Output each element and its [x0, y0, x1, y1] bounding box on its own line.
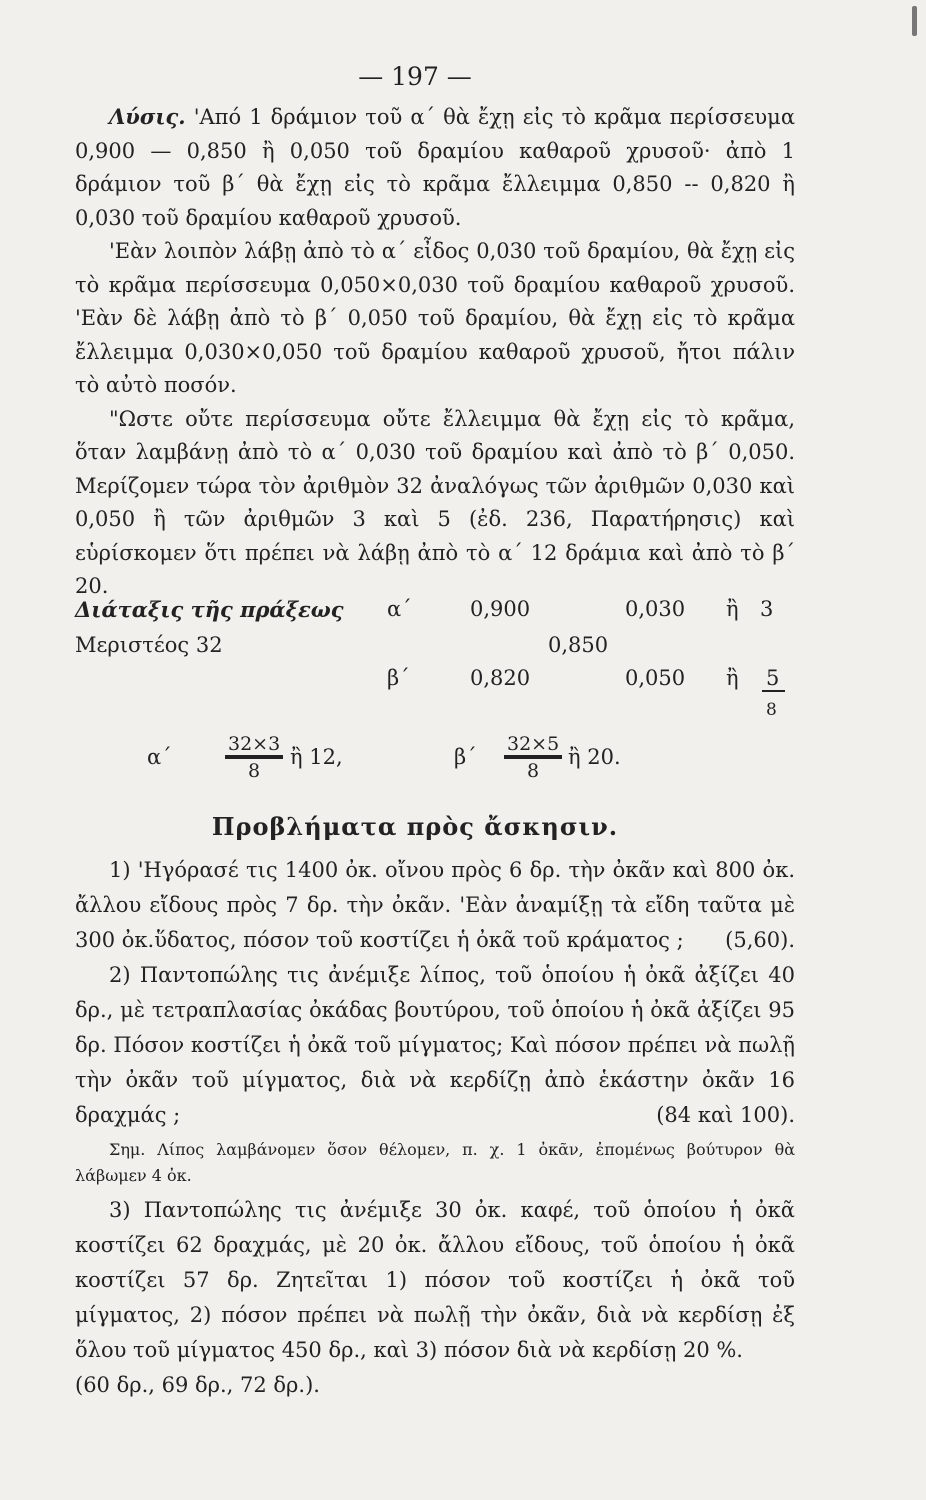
result-2-label: β΄	[454, 745, 477, 769]
problem-2-answer: (84 καὶ 100).	[656, 1103, 795, 1127]
problem-1-answer: (5,60).	[725, 928, 795, 952]
row1-col-a: α΄	[387, 597, 412, 621]
solution-label: Λύσις.	[109, 104, 186, 129]
row2-col-b: 0,850	[548, 633, 609, 657]
problem-2-note: Σημ. Λίπος λαμβάνομεν ὅσον θέλομεν, π. χ. 1 ὀκᾶν, ἐπομένως βούτυρον θὰ λάβωμεν 4 ὀκ.	[75, 1140, 795, 1185]
row3-col-d: ἢ	[726, 666, 739, 690]
row1-col-e: 3	[760, 597, 774, 621]
solution-text	[75, 100, 795, 604]
problem-3: 3) Παντοπώλης τις ἀνέμιξε 30 ὀκ. καφέ, τοῦ ὁποίου ἡ ὀκᾶ κοστίζει 62 δραχμάς, μὲ 20 ὀκ. ἄλλου εἴδους, τοῦ ὁποίου ἡ ὀκᾶ κοστίζει 57 δρ. Ζητεῖται 1) πόσον τοῦ κοστίζει ἡ ὀκᾶ τοῦ μίγματος, 2) πόσον πρέπει νὰ πωλῇ τὴν ὀκᾶν, διὰ νὰ κερδίσῃ ἐξ ὅλου τοῦ μίγματος 450 δρ., καὶ 3) πόσον διὰ νὰ κερδίσῃ 20 %.	[75, 1198, 795, 1362]
exercises-heading: Προβλήματα πρὸς ἄσκησιν.	[211, 812, 619, 841]
result-2-rest: ἢ 20.	[568, 745, 621, 769]
row2-col-a: Μεριστέος 32	[75, 633, 223, 657]
row3-col-a: β΄	[387, 666, 410, 690]
result-1-rest: ἢ 12,	[290, 745, 343, 769]
result-2-denominator: 8	[527, 760, 540, 782]
result-1-fraction	[225, 733, 283, 783]
problem-2: 2) Παντοπώλης τις ἀνέμιξε λίπος, τοῦ ὁποίου ἡ ὀκᾶ ἀξίζει 40 δρ., μὲ τετραπλασίας ὀκάδας βουτύρου, τοῦ ὁποίου ἡ ὀκᾶ ἀξίζει 95 δρ. Πόσον κοστίζει ἡ ὀκᾶ τοῦ μίγματος; Καὶ πόσον πρέπει νὰ πωλῇ τὴν ὀκᾶν τοῦ μίγματος, διὰ νὰ κερδίζῃ ἀπὸ ἑκάστην ὀκᾶν 16 δραχμάς ; (84 καὶ 100).	[75, 958, 795, 1133]
row1-col-c: 0,030	[625, 597, 686, 621]
row3-col-c: 0,050	[625, 666, 686, 690]
result-1-denominator: 8	[248, 760, 261, 782]
solution-paragraph-2: 'Εὰν λοιπὸν λάβῃ ἀπὸ τὸ α΄ εἶδος 0,030 τοῦ δραμίου, θὰ ἔχῃ εἰς τὸ κρᾶμα περίσσευμα 0,050×0,030 τοῦ δραμίου καθαροῦ χρυσοῦ. 'Εὰν δὲ λάβῃ ἀπὸ τὸ β΄ 0,050 τοῦ δραμίου, θὰ ἔχῃ εἰς τὸ κρᾶμα ἔλλειμμα 0,030×0,050 τοῦ δραμίου καθαροῦ χρυσοῦ, ἤτοι πάλιν τὸ αὐτὸ ποσόν.	[75, 239, 795, 397]
problems-list	[75, 853, 795, 1403]
row3-col-e: 5	[762, 666, 785, 692]
row3-extra: 8	[766, 700, 777, 720]
result-2-numerator: 32×5	[504, 733, 562, 759]
row1-col-d: ἢ	[726, 597, 739, 621]
solution-paragraph-3: "Ωστε οὔτε περίσσευμα οὔτε ἔλλειμμα θὰ ἔχῃ εἰς τὸ κρᾶμα, ὅταν λαμβάνῃ ἀπὸ τὸ α΄ 0,030 τοῦ δραμίου καὶ ἀπὸ τὸ β΄ 0,050. Μερίζομεν τώρα τὸν ἀριθμὸν 32 ἀναλόγως τῶν ἀριθμῶν 0,030 καὶ 0,050 ἢ τῶν ἀριθμῶν 3 καὶ 5 (ἐδ. 236, Παρατήρησις) καὶ εὑρίσκομεν ὅτι πρέπει νὰ λάβῃ ἀπὸ τὸ α΄ 12 δράμια καὶ ἀπὸ τὸ β΄ 20.	[75, 406, 795, 598]
solution-paragraph-1: Λύσις. 'Από 1 δράμιον τοῦ α΄ θὰ ἔχῃ εἰς τὸ κρᾶμα περίσσευμα 0,900 — 0,850 ἢ 0,050 τοῦ δραμίου καθαροῦ χρυσοῦ· ἀπὸ 1 δράμιον τοῦ β΄ θὰ ἔχῃ εἰς τὸ κρᾶμα ἔλλειμμα 0,850 -- 0,820 ἢ 0,030 τοῦ δραμίου καθαροῦ χρυσοῦ.	[75, 104, 795, 230]
scan-edge-mark	[912, 6, 917, 36]
result-1-label: α΄	[147, 745, 172, 769]
problem-3-answer: (60 δρ., 69 δρ., 72 δρ.).	[75, 1373, 320, 1397]
result-1-numerator: 32×3	[225, 733, 283, 759]
result-2-fraction	[504, 733, 562, 783]
row1-col-b: 0,900	[470, 597, 531, 621]
problem-1: 1) 'Ηγόρασέ τις 1400 ὀκ. οἴνου πρὸς 6 δρ. τὴν ὀκᾶν καὶ 800 ὀκ. ἄλλου εἴδους πρὸς 7 δρ. τὴν ὀκᾶν. 'Εὰν ἀναμίξῃ τὰ εἴδη ταῦτα μὲ 300 ὀκ.ὕδατος, πόσον τοῦ κοστίζει ἡ ὀκᾶ τοῦ κράματος ; (5,60).	[75, 853, 795, 958]
arrangement-label: Διάταξις τῆς πράξεως	[75, 597, 344, 622]
page-number: — 197 —	[358, 62, 472, 91]
row3-col-b: 0,820	[470, 666, 531, 690]
